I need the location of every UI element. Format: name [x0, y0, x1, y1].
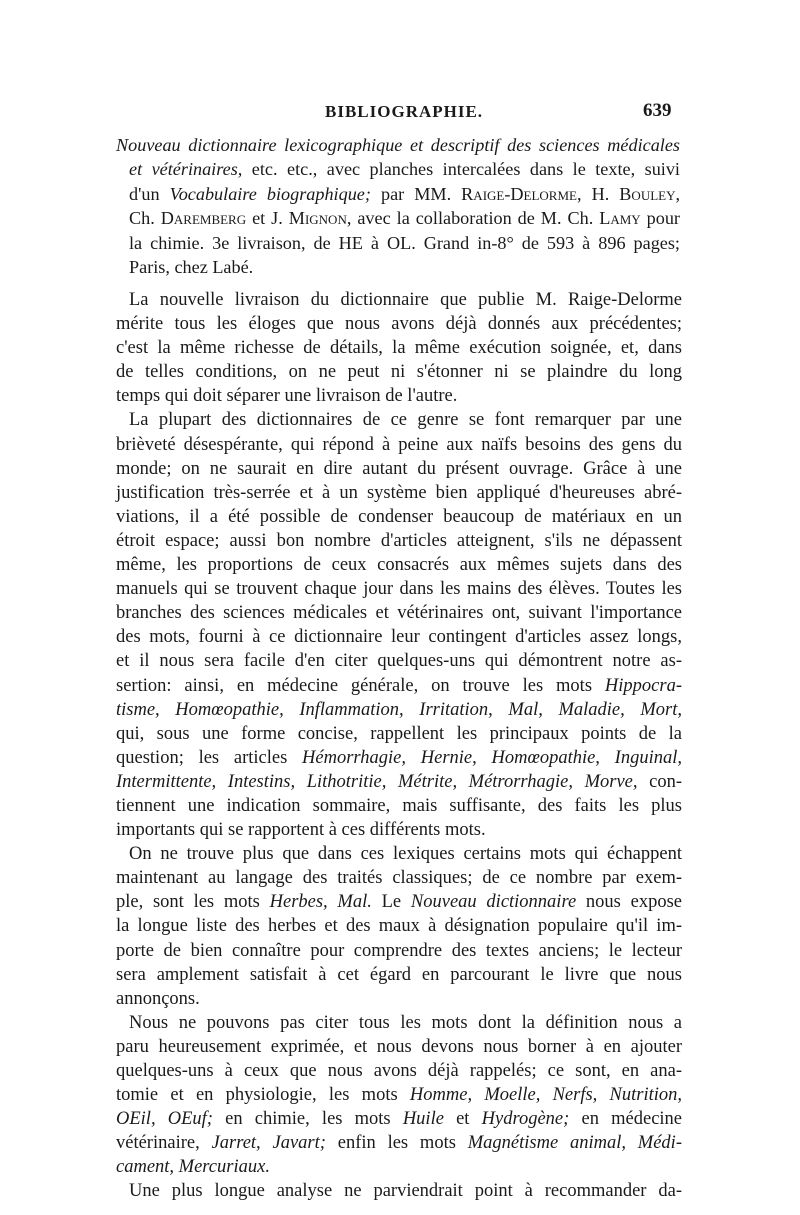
paragraph: La nouvelle livraison du dictionnaire que publie M. Raige-Delorme — [129, 290, 682, 310]
biblio-line: d'un Vocabulaire biographique; par MM. Raige-Delorme, H. Bouley, — [129, 183, 681, 204]
paragraph: On ne trouve plus que dans ces lexiques certains mots qui échappent — [129, 844, 682, 865]
header-title: BIBLIOGRAPHIE. — [325, 102, 484, 121]
running-header — [0, 100, 800, 130]
page-number: 639 — [643, 100, 672, 121]
biblio-line: Ch. Daremberg et J. Mignon, avec la collaboration de M. Ch. Lamy pour — [129, 208, 680, 229]
biblio-line: la chimie. 3e livraison, de HE à OL. Grand in-8° de 593 à 896 pages; — [129, 232, 680, 253]
biblio-line: Nouveau dictionnaire lexicographique et descriptif des sciences médicales — [116, 135, 680, 155]
paragraph: La plupart des dictionnaires de ce genre se font remarquer par une — [129, 410, 682, 431]
bibliographic-entry — [116, 133, 680, 279]
paragraph: Nous ne pouvons pas citer tous les mots dont la définition nous a — [129, 1012, 682, 1033]
paragraph: Une plus longue analyse ne parviendrait point à recommander da- — [129, 1181, 682, 1202]
biblio-line: Paris, chez Labé. — [129, 257, 254, 278]
biblio-line: et vétérinaires, etc. etc., avec planches intercalées dans le texte, suivi — [129, 159, 680, 180]
review-text: La nouvelle livraison du dictionnaire que publie M. Raige-Delorme mérite tous les éloges que nous avons déjà donnés aux précédentes; c'est la même richesse de détails, la même exécution soignée, et, dans de telles conditions, on ne peut ni s'étonner ni se plaindre du long temps qui doit séparer une livraison de l'autre. La plupart des dictionnaires de ce genre se font remarquer par une brièveté désespérante, qui répond à peine aux naïfs besoins des gens du monde; on ne saurait en dire autant du présent ouvrage. Grâce à une justification très-serrée et à un système bien appliqué d'heureuses abré- viations, il a été possible de condenser beaucoup de matériaux en un étroit espace; aussi bon nombre d'articles atteignent, s'ils ne dépassent même, les proportions de ceux consacrés aux mêmes sujets dans des manuels qui se trouvent chaque jour dans les mains des élèves. Toutes les branches des sciences médicales et vétérinaires ont, suivant l'importance des mots, fourni à ce dictionnaire leur contingent d'articles assez longs, et il nous sera facile d'en citer quelques-uns qui démontrent notre as- sertion: ainsi, en médecine générale, on trouve les mots Hippocra- tisme, Homœopathie, Inflammation, Irritation, Mal, Maladie, Mort, qui, sous une forme concise, rappellent les principaux points de la question; les articles Hémorrhagie, Hernie, Homœopathie, Inguinal, Intermittente, Intestins, Lithotritie, Métrite, Métrorrhagie, Morve, con- tiennent une indication sommaire, mais suffisante, des faits les plus importants qui se rapportent à ces différents mots. On ne trouve plus que dans ces lexiques certains mots qui échappent maintenant au langage des traités classiques; de ce nombre par exem- ple, sont les mots Herbes, Mal. Le Nouveau dictionnaire nous expose la longue liste des herbes et des maux à désignation populaire qu'il im- porte de bien connaître pour comprendre des textes anciens; le lecteur sera amplement satisfait à cet égard en parcourant le livre que nous annonçons. Nous ne pouvons pas citer tous les mots dont la définition nous a paru heureusement exprimée, et nous devons nous borner à en ajouter quelques-uns à ceux que nous avons déjà rappelés; ce sont, en ana- tomie et en physiologie, les mots Homme, Moelle, Nerfs, Nutrition, OEil, OEuf; en chimie, les mots Huile et Hydrogène; en médecine vétérinaire, Jarret, Javart; enfin les mots Magnétisme animal, Médi- cament, Mercuriaux. Une plus longue analyse ne parviendrait point à recommander da- — [116, 288, 682, 1204]
